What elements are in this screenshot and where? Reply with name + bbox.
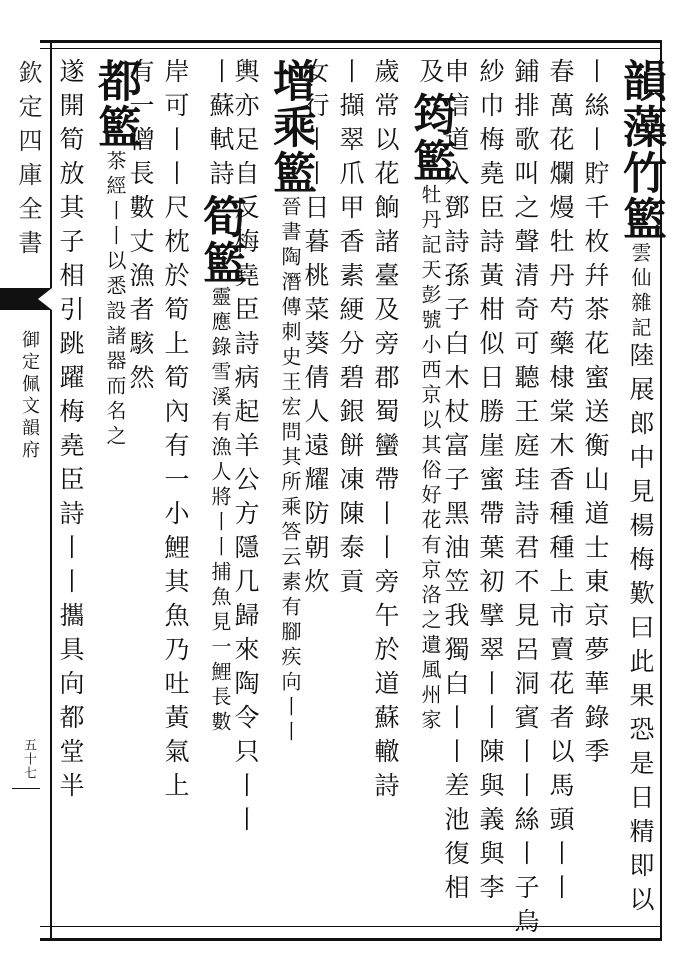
column-text: 紗巾梅堯臣詩黃柑似日勝崖蜜帶葉初擘翠丨丨陳與義與李: [476, 58, 505, 908]
entry-heading: 韻藻竹籃: [615, 58, 666, 242]
column-text: 申信道入鄧詩孫子白木杖富子黑油笠我獨白丨丨差池復相: [441, 58, 470, 908]
gutter-rule: [50, 40, 52, 938]
text-column: [338, 58, 363, 918]
source-note: 茶經丨丨以悉設諸器而名之: [103, 150, 127, 450]
text-column: [548, 58, 573, 918]
column-text: 歲常以花餉諸臺及旁郡蜀蠻帶丨丨旁午於道蘇轍詩: [371, 58, 400, 806]
column-text: 春萬花爛熳牡丹芍藥棣棠木香種種上市賣花者以馬頭丨丨: [546, 58, 575, 908]
column-text: 鋪排歌叫之聲清奇可聽王庭珪詩君不見呂洞賓丨丨絲丨子烏: [511, 58, 540, 942]
text-column: [478, 58, 503, 918]
column-text: 遂開筍放其子相引跳躍梅堯臣詩丨丨攜具向都堂半: [56, 58, 85, 806]
source-note: 雲仙雜記: [628, 242, 652, 342]
source-note: 靈應錄雪溪有漁人將丨丨捕魚見一鯉長數: [208, 286, 232, 736]
text-column: [373, 58, 398, 918]
source-note: 晉書陶潛傳刺史王宏問其所乘答云素有腳疾向丨丨: [278, 196, 302, 746]
entry-heading: 筍籃: [195, 194, 246, 286]
source-note: 牡丹記天彭號小西京以其俗好花有京洛之遺風州家: [418, 184, 442, 734]
text-column: [583, 58, 608, 918]
entry-heading: 都籃: [90, 58, 141, 150]
entry-heading: 筠籃: [405, 92, 456, 184]
text-column: [58, 58, 83, 918]
text-column: [511, 58, 540, 942]
column-text: 輿亦足自反梅堯臣詩病起羊公方隱几歸來陶令只丨丨: [231, 58, 260, 840]
column-text: 岸可丨丨尺枕於筍上筍內有一小鯉其魚乃吐黃氣上: [161, 58, 190, 806]
column-text: 丨蘇軾詩: [206, 58, 235, 194]
text-column: [163, 58, 188, 918]
page-number: 五十七: [21, 738, 36, 780]
column-text: 女行丨丨日暮桃菜葵倩人遠耀防朝炊: [301, 58, 330, 602]
column-text: 及: [416, 58, 445, 92]
column-text: 丨擷翠爪甲香素綆分碧銀餅凍陳泰貢: [336, 58, 365, 602]
column-text: 有一僧長數丈漁者駭然: [126, 58, 155, 398]
frame-rule-bottom: [40, 926, 660, 927]
imperial-title: 御定佩文韻府: [19, 330, 40, 462]
column-text: 陸展郎中見楊梅歎曰此果恐是日精即以: [626, 342, 655, 920]
column-text: 丨絲丨貯千枚幷茶花蜜送衡山道士東京夢華錄季: [581, 58, 610, 772]
fishtail-notch: [38, 288, 52, 310]
entry-heading: 增乘籃: [265, 58, 316, 196]
frame-rule-top: [40, 48, 660, 49]
book-title: 欽定四庫全書: [14, 60, 42, 264]
text-column: [615, 58, 666, 920]
